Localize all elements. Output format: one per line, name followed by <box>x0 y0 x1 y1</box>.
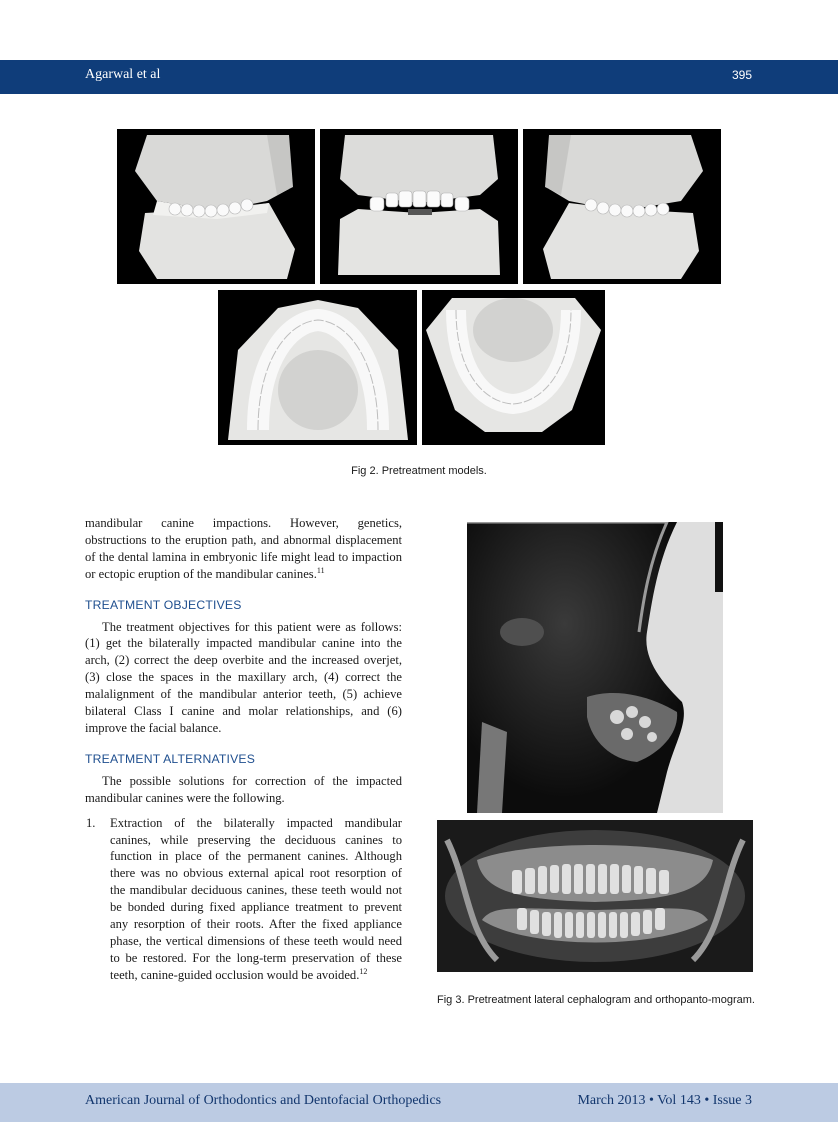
reference-12: 12 <box>359 966 368 976</box>
lateral-cephalogram-image <box>467 522 723 813</box>
issue-info: March 2013 • Vol 143 • Issue 3 <box>577 1093 752 1108</box>
reference-11: 11 <box>316 565 325 575</box>
running-footer <box>0 1083 838 1122</box>
running-header <box>0 60 838 94</box>
page-number: 395 <box>731 68 752 82</box>
alternatives-paragraph: The possible solutions for correction of the impacted mandibular canines were the following. <box>85 773 402 805</box>
model-photo-left-buccal <box>523 129 721 284</box>
fig3-caption: Fig 3. Pretreatment lateral cephalogram and orthopanto-mogram. <box>437 994 755 1006</box>
list-item-text: Extraction of the bilaterally impacted mandibular canines, while preserving the deciduous canines to function in place of the permanent canines. Although there was no obvious external apical root resorption of the mandibular deciduous canines, these teeth would not be bonded during fixed appliance treatment to prevent any resorption of their roots. After the fixed appliance phase, the vertical dimensions of these teeth would need to be restored. For the long-term preservation of these teeth, canine-guided occlusion would be avoided. <box>110 815 402 982</box>
model-photo-mandibular-occlusal <box>422 290 605 445</box>
heading-treatment-objectives: TREATMENT OBJECTIVES <box>85 597 242 612</box>
list-item <box>85 815 402 984</box>
running-header-author: Agarwal et al <box>85 67 161 82</box>
body-text-column <box>85 515 402 984</box>
alternatives-list <box>85 815 402 984</box>
heading-treatment-alternatives: TREATMENT ALTERNATIVES <box>85 751 256 766</box>
orthopantomogram-image <box>437 820 753 972</box>
intro-paragraph-text: mandibular canine impactions. However, genetics, obstructions to the eruption path, and abnormal displacement of the dental lamina in embryonic life might lead to impaction or ectopic eruption of the mandibular canines. <box>85 516 402 581</box>
intro-paragraph <box>85 515 402 583</box>
objectives-paragraph: The treatment objectives for this patient were as follows: (1) get the bilaterally impacted mandibular canine into the arch, (2) correct the deep overbite and the increased overjet, (3) close the spaces in the maxillary arch, (4) correct the malalignment of the mandibular anterior teeth, (5) achieve bilateral Class I canine and molar relationships, and (6) improve the facial balance. <box>85 619 402 735</box>
journal-name: American Journal of Orthodontics and Dentofacial Orthopedics <box>85 1093 442 1108</box>
model-photo-right-buccal <box>117 129 315 284</box>
model-photo-frontal <box>320 129 518 284</box>
fig2-caption: Fig 2. Pretreatment models. <box>351 465 487 477</box>
list-item-number: 1. <box>86 815 96 830</box>
model-photo-maxillary-occlusal <box>218 290 417 445</box>
